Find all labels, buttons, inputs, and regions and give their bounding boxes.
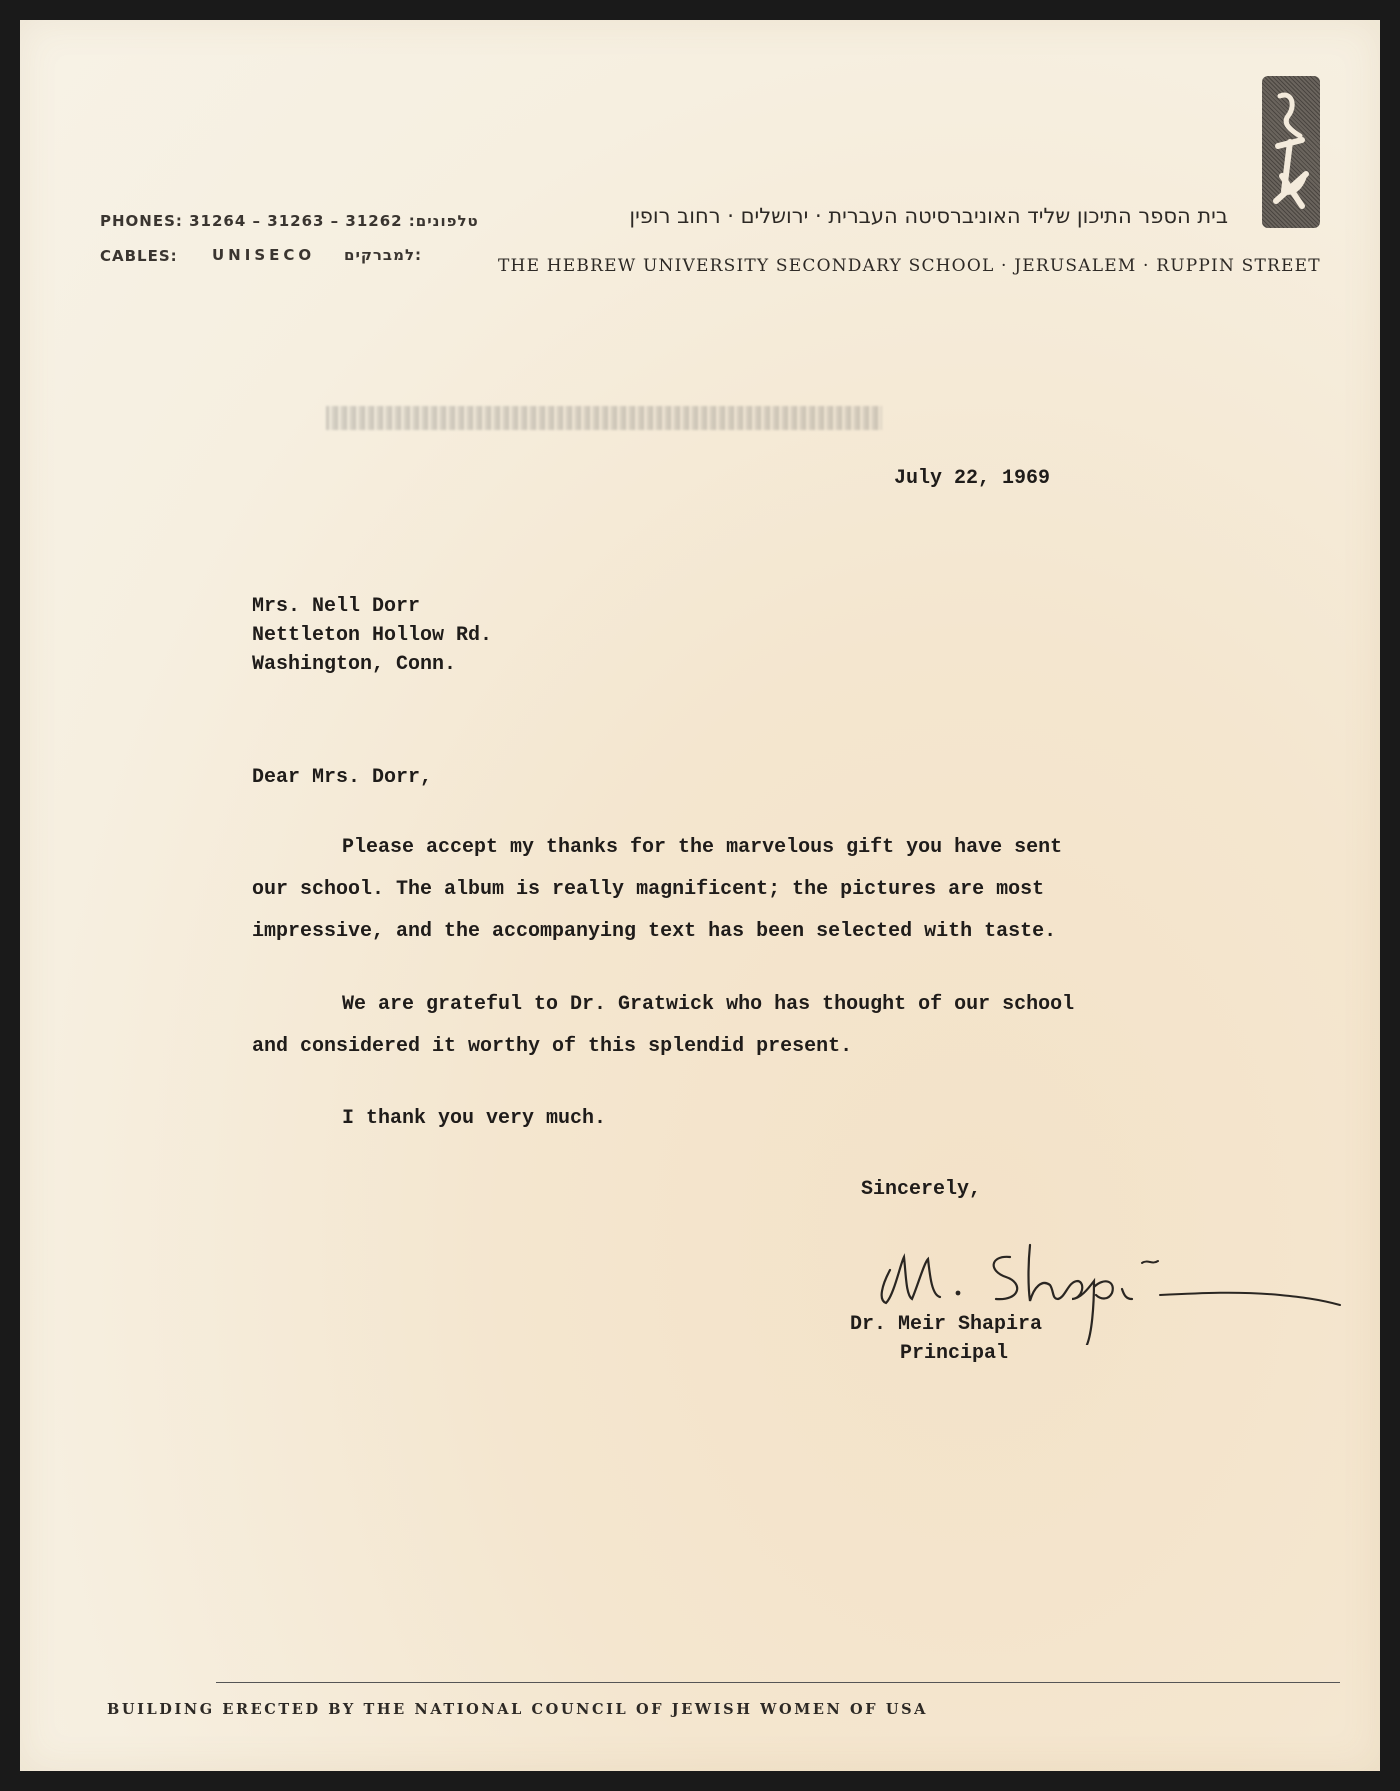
letter-page	[20, 20, 1380, 1771]
closing: Sincerely,	[861, 1178, 982, 1201]
letter-date: July 22, 1969	[894, 467, 1051, 490]
body-line: and considered it worthy of this splendid present.	[252, 1035, 853, 1058]
footer-text: BUILDING ERECTED BY THE NATIONAL COUNCIL OF JEWISH WOMEN OF USA	[107, 1701, 929, 1718]
address-line: Mrs. Nell Dorr	[252, 595, 421, 618]
salutation: Dear Mrs. Dorr,	[252, 766, 433, 789]
cables-hebrew: :למברקים	[344, 246, 423, 264]
footer-rule	[216, 1682, 1340, 1683]
signer-name: Dr. Meir Shapira	[850, 1313, 1043, 1336]
cables-code: UNISECO	[212, 246, 316, 264]
phones-line: PHONES: 31264 – 31263 – 31262 :טלפונים	[100, 212, 479, 230]
body-line: We are grateful to Dr. Gratwick who has thought of our school	[342, 993, 1075, 1016]
address-line: Washington, Conn.	[252, 653, 457, 676]
body-line: impressive, and the accompanying text has been selected with taste.	[252, 920, 1057, 943]
smudged-mark	[326, 406, 882, 430]
school-logo	[1262, 76, 1320, 228]
hebrew-school-name: בית הספר התיכון שליד האוניברסיטה העברית · ירושלים · רחוב רופין	[629, 204, 1228, 228]
cables-label: CABLES:	[100, 247, 178, 265]
english-school-name: THE HEBREW UNIVERSITY SECONDARY SCHOOL · JERUSALEM · RUPPIN STREET	[498, 256, 1321, 276]
body-line: Please accept my thanks for the marvelous gift you have sent	[342, 836, 1063, 859]
signer-title: Principal	[900, 1342, 1009, 1365]
body-line: I thank you very much.	[342, 1107, 607, 1130]
body-line: our school. The album is really magnificent; the pictures are most	[252, 878, 1045, 901]
address-line: Nettleton Hollow Rd.	[252, 624, 493, 647]
